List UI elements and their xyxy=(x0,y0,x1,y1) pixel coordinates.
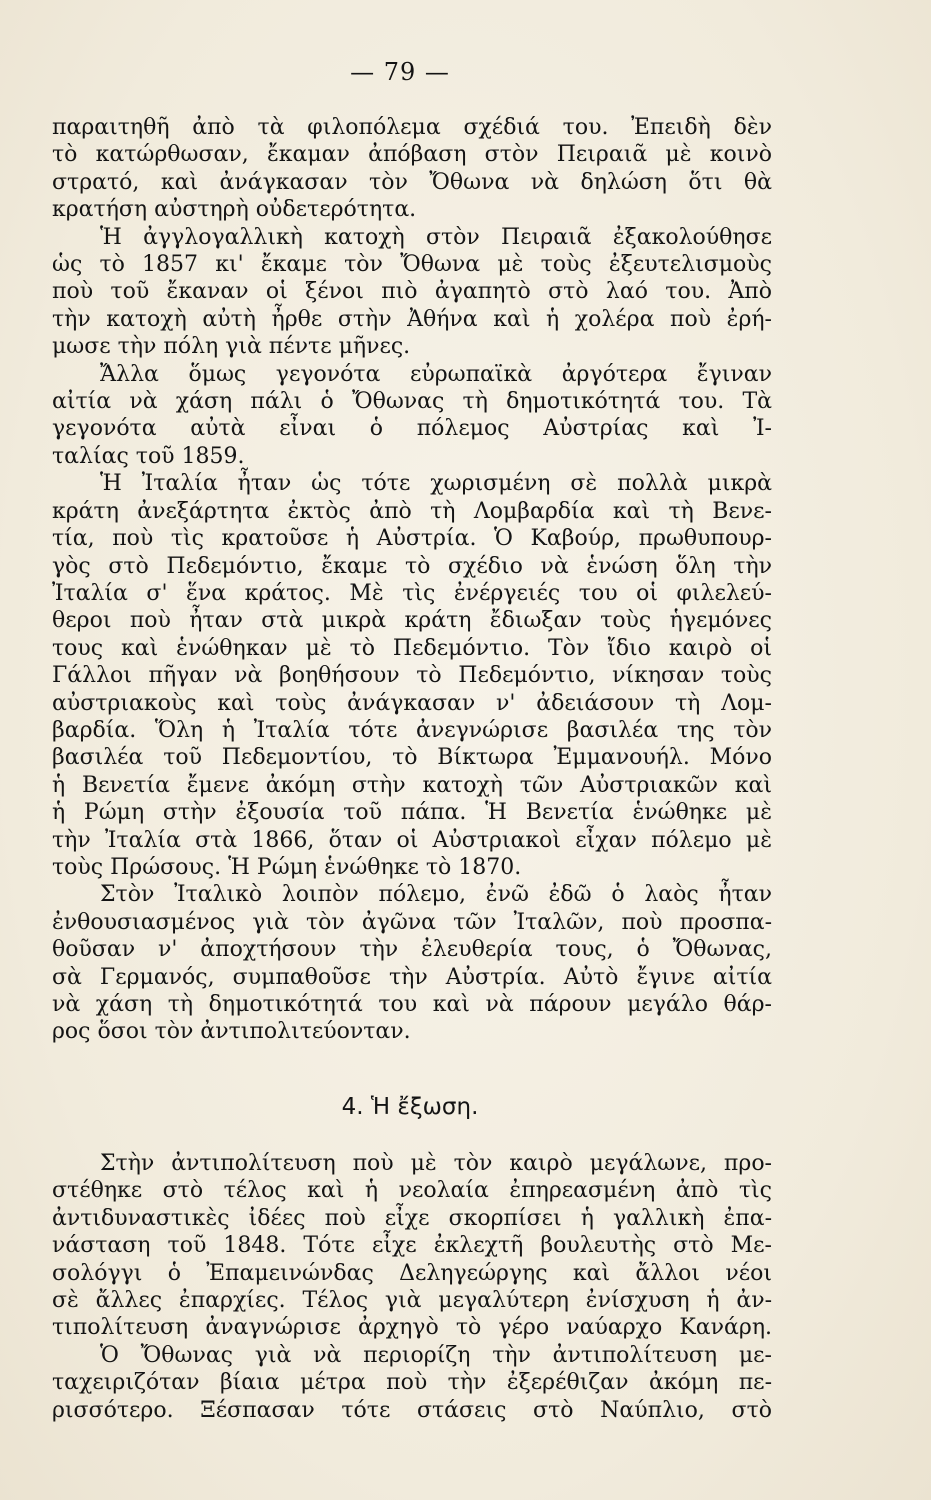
text-line: στρατό, καὶ ἀνάγκασαν τὸν Ὄθωνα νὰ δηλώση ὅτι θὰ xyxy=(52,169,772,195)
text-line: ἀντιδυναστικὲς ἰδέες ποὺ εἶχε σκορπίσει ἡ γαλλικὴ ἐπα- xyxy=(52,1205,772,1231)
text-line: νὰ χάση τὴ δημοτικότητά του καὶ νὰ πάρουν μεγάλο θάρ- xyxy=(52,992,772,1017)
text-line: Στὴν ἀντιπολίτευση ποὺ μὲ τὸν καιρὸ μεγάλωνε, προ- xyxy=(100,1151,772,1176)
text-line: Ἡ Ἰταλία ἦταν ὡς τότε χωρισμένη σὲ πολλὰ μικρὰ xyxy=(100,471,772,497)
text-line: τὸ κατώρθωσαν, ἔκαμαν ἀπόβαση στὸν Πειραιᾶ μὲ κοινὸ xyxy=(52,142,772,168)
text-line: Ἰταλία σ' ἕνα κράτος. Μὲ τὶς ἐνέργειές του οἱ φιλελεύ- xyxy=(52,580,772,606)
text-line: ἡ Ρώμη στὴν ἐξουσία τοῦ πάπα. Ἡ Βενετία ἑνώθηκε μὲ xyxy=(52,800,772,826)
text-line: τους καὶ ἑνώθηκαν μὲ τὸ Πεδεμόντιο. Τὸν ἴδιο καιρὸ οἱ xyxy=(52,635,772,661)
text-line: ταλίας τοῦ 1859. xyxy=(52,443,245,469)
text-line: θοῦσαν ν' ἀποχτήσουν τὴν ἐλευθερία τους, ὁ Ὄθωνας, xyxy=(52,937,772,963)
text-line: τιπολίτευση ἀναγνώρισε ἀρχηγὸ τὸ γέρο ναύαρχο Κανάρη. xyxy=(52,1315,772,1341)
text-line: βαρδία. Ὅλη ἡ Ἰταλία τότε ἀνεγνώρισε βασιλέα της τὸν xyxy=(52,717,772,743)
text-line: κράτη ἀνεξάρτητα ἐκτὸς ἀπὸ τὴ Λομβαρδία καὶ τὴ Βενε- xyxy=(52,498,772,524)
text-line: ρος ὅσοι τὸν ἀντιπολιτεύονταν. xyxy=(52,1019,411,1045)
text-line: ἐνθουσιασμένος γιὰ τὸν ἀγῶνα τῶν Ἰταλῶν, ποὺ προσπα- xyxy=(52,909,772,935)
body-text-block-2 xyxy=(52,1150,772,1424)
text-line: βασιλέα τοῦ Πεδεμοντίου, τὸ Βίκτωρα Ἐμμανουήλ. Μόνο xyxy=(52,745,772,771)
page-number: — 79 — xyxy=(350,58,450,86)
text-line: τία, ποὺ τὶς κρατοῦσε ἡ Αὐστρία. Ὁ Καβούρ, πρωθυπουρ- xyxy=(52,526,772,552)
text-line: σὲ ἄλλες ἐπαρχίες. Τέλος γιὰ μεγαλύτερη ἐνίσχυση ἡ ἀν- xyxy=(52,1288,772,1314)
text-line: Ἄλλα ὅμως γεγονότα εὐρωπαϊκὰ ἀργότερα ἔγιναν xyxy=(100,361,772,387)
text-line: μωσε τὴν πόλη γιὰ πέντε μῆνες. xyxy=(52,334,411,360)
body-text-block-1 xyxy=(52,114,772,1046)
text-line: Στὸν Ἰταλικὸ λοιπὸν πόλεμο, ἐνῶ ἐδῶ ὁ λαὸς ἦταν xyxy=(100,882,772,908)
text-line: θεροι ποὺ ἦταν στὰ μικρὰ κράτη ἔδιωξαν τοὺς ἡγεμόνες xyxy=(52,608,772,634)
text-line: ρισσότερο. Ξέσπασαν τότε στάσεις στὸ Ναύπλιο, στὸ xyxy=(52,1397,772,1423)
text-line: σὰ Γερμανός, συμπαθοῦσε τὴν Αὐστρία. Αὐτὸ ἔγινε αἰτία xyxy=(52,964,772,990)
text-line: παραιτηθῆ ἀπὸ τὰ φιλοπόλεμα σχέδιά του. Ἐπειδὴ δὲν xyxy=(52,115,772,140)
text-line: ποὺ τοῦ ἔκαναν οἱ ξένοι πιὸ ἀγαπητὸ στὸ λαό του. Ἀπὸ xyxy=(52,279,772,305)
text-line: τοὺς Πρώσους. Ἡ Ρώμη ἑνώθηκε τὸ 1870. xyxy=(52,854,522,880)
text-line: στέθηκε στὸ τέλος καὶ ἡ νεολαία ἐπηρεασμένη ἀπὸ τὶς xyxy=(52,1178,772,1204)
text-line: τὴν κατοχὴ αὐτὴ ἦρθε στὴν Ἀθήνα καὶ ἡ χολέρα ποὺ ἐρή- xyxy=(52,306,772,332)
text-line: τὴν Ἰταλία στὰ 1866, ὅταν οἱ Αὐστριακοὶ εἶχαν πόλεμο μὲ xyxy=(52,827,772,853)
text-line: Ἡ ἀγγλογαλλικὴ κατοχὴ στὸν Πειραιᾶ ἐξακολούθησε xyxy=(100,224,772,250)
text-line: ὡς τὸ 1857 κι' ἔκαμε τὸν Ὄθωνα μὲ τοὺς ἐξευτελισμοὺς xyxy=(52,252,772,278)
text-line: γὸς στὸ Πεδεμόντιο, ἔκαμε τὸ σχέδιο νὰ ἑνώση ὅλη τὴν xyxy=(52,553,772,579)
text-line: σολόγγι ὁ Ἐπαμεινώνδας Δεληγεώργης καὶ ἄλλοι νέοι xyxy=(52,1260,772,1286)
text-line: Ὁ Ὄθωνας γιὰ νὰ περιορίζη τὴν ἀντιπολίτευση με- xyxy=(100,1342,772,1368)
text-line: Γάλλοι πῆγαν νὰ βοηθήσουν τὸ Πεδεμόντιο, νίκησαν τοὺς xyxy=(52,663,772,689)
text-line: αὐστριακοὺς καὶ τοὺς ἀνάγκασαν ν' ἀδειάσουν τὴ Λομ- xyxy=(52,690,772,716)
text-line: γεγονότα αὐτὰ εἶναι ὁ πόλεμος Αὐστρίας καὶ Ἰ- xyxy=(52,416,772,442)
section-heading: 4. Ἡ ἔξωση. xyxy=(341,1094,479,1120)
text-line: νάσταση τοῦ 1848. Τότε εἶχε ἐκλεχτῆ βουλευτὴς στὸ Με- xyxy=(52,1233,772,1259)
text-line: αἰτία νὰ χάση πάλι ὁ Ὄθωνας τὴ δημοτικότητά του. Τὰ xyxy=(52,389,772,415)
text-line: κρατήση αὐστηρὴ οὐδετερότητα. xyxy=(52,197,417,223)
text-line: ἡ Βενετία ἔμενε ἀκόμη στὴν κατοχὴ τῶν Αὐστριακῶν καὶ xyxy=(52,772,772,798)
text-line: ταχειριζόταν βίαια μέτρα ποὺ τὴν ἐξερέθιζαν ἀκόμη πε- xyxy=(52,1370,772,1396)
